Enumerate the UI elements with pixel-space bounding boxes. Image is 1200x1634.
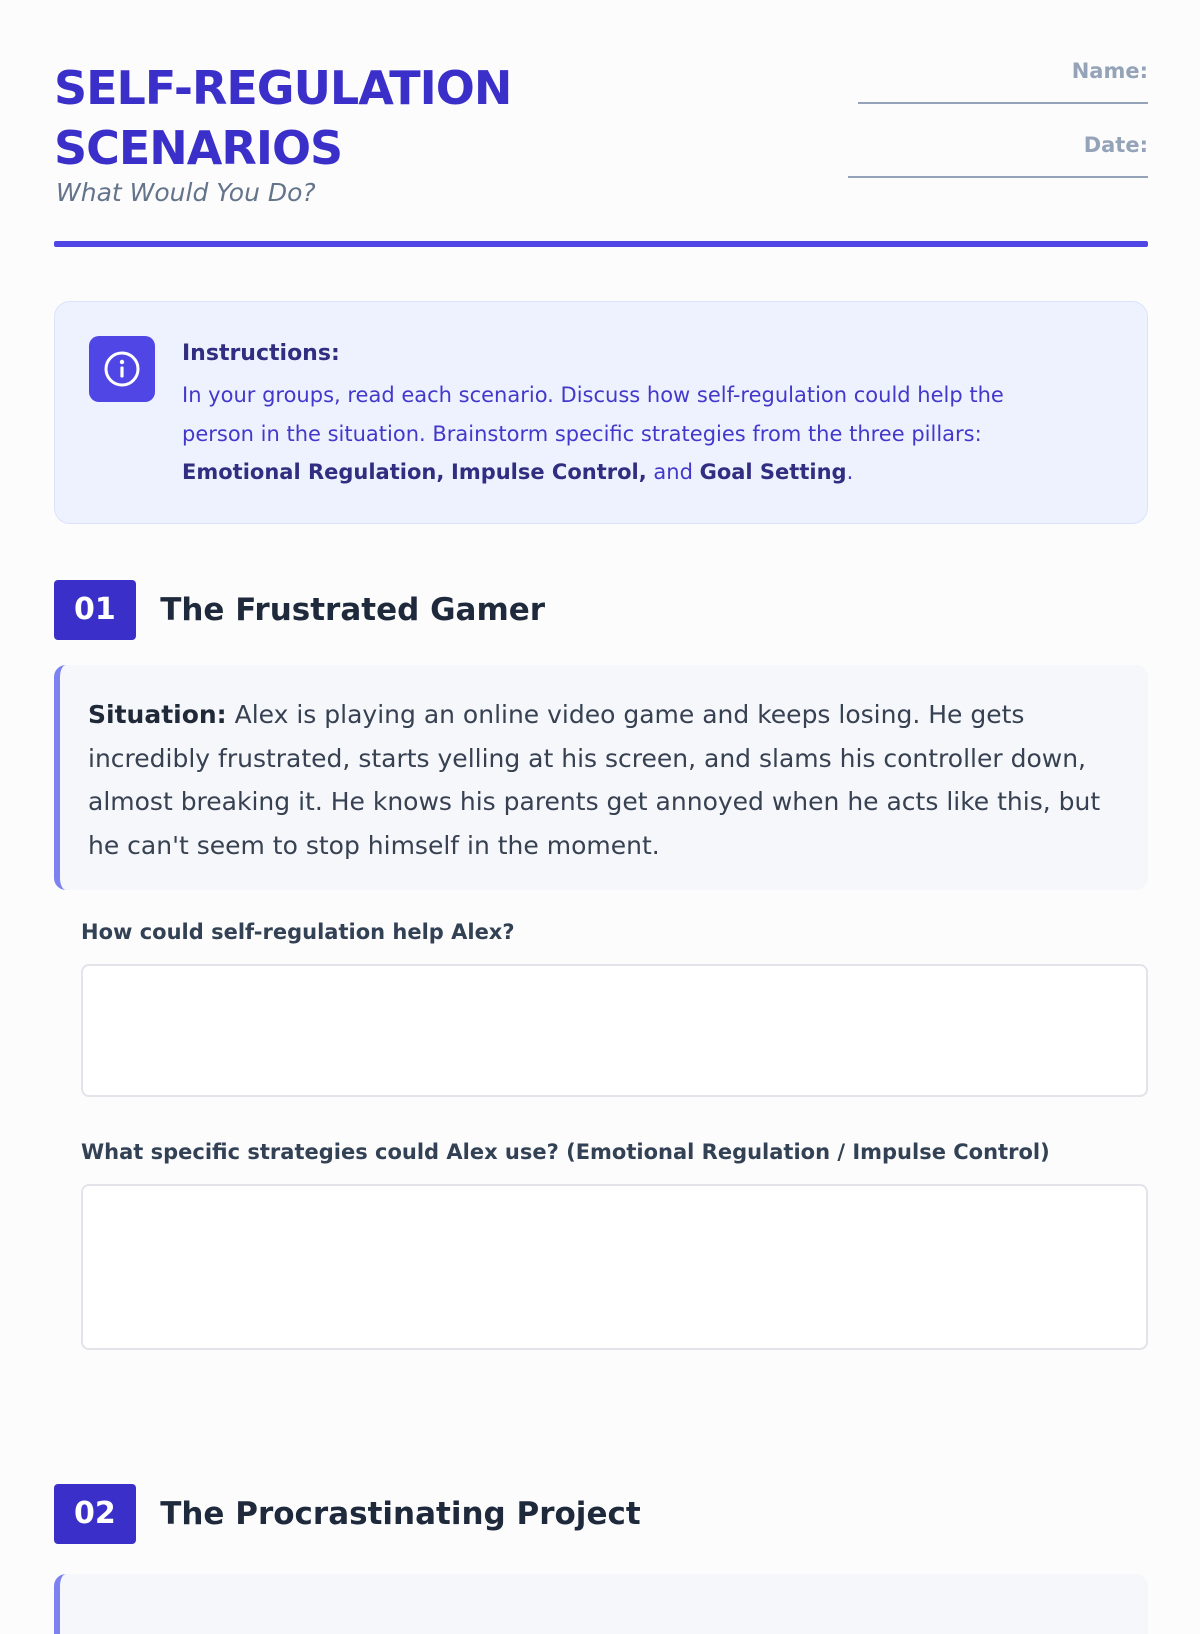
instructions-intro: In your groups, read each scenario. Discuss how self-regulation could help the person in the situation. Brainstorm specific strategies from the three pillars:: [182, 383, 1004, 446]
question-2-label: What specific strategies could Alex use? (Emotional Regulation / Impulse Control): [81, 1140, 1050, 1164]
instructions-body: [182, 376, 1082, 492]
header-divider: [54, 241, 1148, 247]
worksheet-header: [54, 58, 1148, 248]
date-blank-line[interactable]: [848, 176, 1148, 178]
situation-text: Alex is playing an online video game and keeps losing. He gets incredibly frustrated, starts yelling at his screen, and slams his controller down, almost breaking it. He knows his parents get annoyed when he acts like this, but he can't seem to stop himself in the moment.: [88, 700, 1101, 860]
date-row: [828, 132, 1148, 178]
name-label: Name:: [1071, 59, 1148, 83]
instructions-panel: [54, 301, 1148, 524]
question-2-answer-box[interactable]: [81, 1184, 1148, 1350]
pillar-impulse-control: Impulse Control,: [451, 460, 647, 484]
scenario-2-situation: [54, 1574, 1148, 1634]
name-blank-line[interactable]: [858, 102, 1148, 104]
situation-label: Situation:: [88, 700, 227, 729]
scenario-1-number: 01: [54, 580, 136, 640]
instructions-text: [182, 336, 1082, 492]
pillar-joiner: and: [646, 460, 700, 484]
instructions-end: .: [846, 460, 854, 484]
question-1-label: How could self-regulation help Alex?: [81, 920, 515, 944]
date-label: Date:: [1083, 133, 1148, 157]
scenario-2-title: The Procrastinating Project: [160, 1496, 641, 1532]
page-subtitle: What Would You Do?: [56, 178, 316, 207]
info-icon: [89, 336, 155, 402]
scenario-1-situation: [54, 665, 1148, 890]
scenario-1-title: The Frustrated Gamer: [160, 592, 546, 628]
pillar-emotional-regulation: Emotional Regulation,: [182, 460, 445, 484]
name-row: [828, 58, 1148, 104]
page-title: SELF-REGULATION SCENARIOS: [54, 61, 512, 175]
instructions-title: Instructions:: [182, 341, 340, 366]
scenario-1-header: [54, 580, 545, 640]
question-1-answer-box[interactable]: [81, 964, 1148, 1097]
pillar-goal-setting: Goal Setting: [699, 460, 847, 484]
scenario-2-number: 02: [54, 1484, 136, 1544]
student-info: [828, 58, 1148, 206]
scenario-2-header: [54, 1484, 641, 1544]
